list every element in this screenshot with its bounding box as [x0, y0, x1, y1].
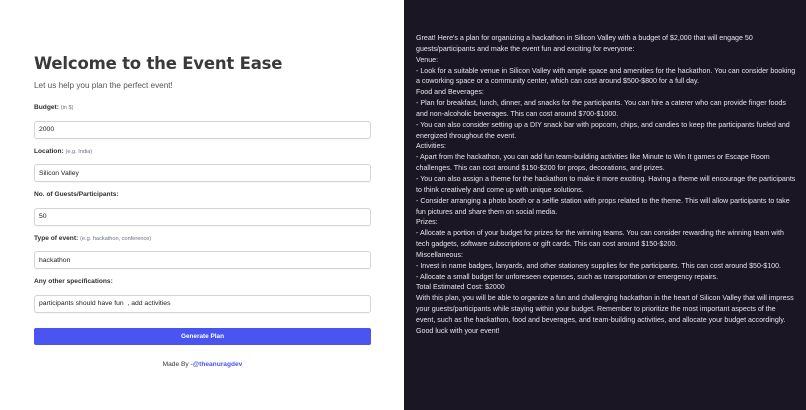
- author-link[interactable]: @theanuragdev: [192, 360, 243, 368]
- guests-label: No. of Guests/Participants:: [34, 191, 119, 198]
- plan-item: - You can also assign a theme for the hackathon to make it more exciting. Having a theme will encourage the participants to think creatively and come up with unique solutions.: [416, 174, 796, 194]
- plan-intro: Great! Here's a plan for organizing a hackathon in Silicon Valley with a budget of $2,000 that will engage 50 guests/participants and make the event fun and exciting for everyone:: [416, 34, 753, 53]
- section-heading-misc: Miscellaneous:: [416, 250, 463, 259]
- location-label: Location: (e.g. India): [34, 147, 93, 155]
- plan-item: - Allocate a small budget for unforeseen expenses, such as transportation or emergency repairs.: [416, 272, 719, 281]
- footer-prefix: Made By -: [162, 360, 193, 368]
- page-title: Welcome to the Event Ease: [34, 54, 283, 73]
- plan-item: - Allocate a portion of your budget for prizes for the winning teams. You can consider rewarding the winning team with tech gadgets, software subscriptions or gift cards. This can cost around $150-$200.: [416, 229, 784, 249]
- event-type-label: Type of event: (e.g. hackathon, conference): [34, 234, 152, 242]
- location-field-group: [34, 148, 370, 183]
- plan-item: - Consider arranging a photo booth or a selfie station with props related to the theme. This will allow participants to take fun pictures and share them on social media.: [416, 196, 790, 216]
- budget-label: Budget: (in $): [34, 104, 74, 111]
- specifications-input[interactable]: [34, 295, 371, 313]
- guests-input[interactable]: [34, 208, 371, 226]
- generated-plan-panel: [404, 0, 806, 410]
- generate-plan-button[interactable]: Generate Plan: [34, 328, 371, 345]
- plan-item: - Look for a suitable venue in Silicon Valley with ample space and amenities for the hackathon. You can consider booking a coworking space or a community center, which can cost around $500-$800 for a full day.: [416, 66, 796, 86]
- plan-item: - You can also consider setting up a DIY snack bar with popcorn, chips, and candies to keep the participants fueled and energized throughout the event.: [416, 120, 790, 140]
- plan-conclusion: With this plan, you will be able to organize a fun and challenging hackathon in the heart of Silicon Valley that will impress your guests/participants while staying within your budget. Remember to prioritize the most important aspects of the event, such as the hackathon, food and beverages, and team-building activities, and allocate your budget accordingly. Good luck with your event!: [416, 294, 794, 335]
- section-heading-venue: Venue:: [416, 55, 439, 64]
- section-heading-prizes: Prizes:: [416, 218, 438, 227]
- page-subtitle: Let us help you plan the perfect event!: [34, 81, 173, 90]
- event-type-input[interactable]: [34, 251, 371, 269]
- event-type-hint: (e.g. hackathon, conference): [80, 235, 152, 242]
- event-type-field-group: [34, 235, 370, 270]
- plan-item: - Plan for breakfast, lunch, dinner, and snacks for the participants. You can hire a caterer who can provide finger foods and non-alcoholic beverages. This can cost around $700-$1000.: [416, 99, 786, 118]
- budget-hint: (in $): [60, 105, 74, 111]
- location-input[interactable]: [34, 164, 371, 182]
- specifications-field-group: [34, 278, 370, 313]
- total-cost: Total Estimated Cost: $2000: [416, 283, 505, 292]
- budget-field-group: [34, 104, 370, 139]
- guests-field-group: [34, 191, 370, 226]
- footer-credit: [34, 361, 371, 368]
- plan-item: - Invest in name badges, lanyards, and other stationery supplies for the participants. This can cost around $50-$100.: [416, 261, 782, 270]
- section-heading-activities: Activities:: [416, 142, 446, 151]
- location-hint: (e.g. India): [65, 148, 93, 155]
- section-heading-food: Food and Beverages:: [416, 88, 484, 97]
- specifications-label: Any other specifications:: [34, 278, 113, 285]
- budget-input[interactable]: [34, 121, 371, 139]
- plan-item: - Apart from the hackathon, you can add fun team-building activities like Minute to Win It games or Escape Room challenges. This can cost around $150-$200 for props, decorations, and prizes.: [416, 153, 770, 173]
